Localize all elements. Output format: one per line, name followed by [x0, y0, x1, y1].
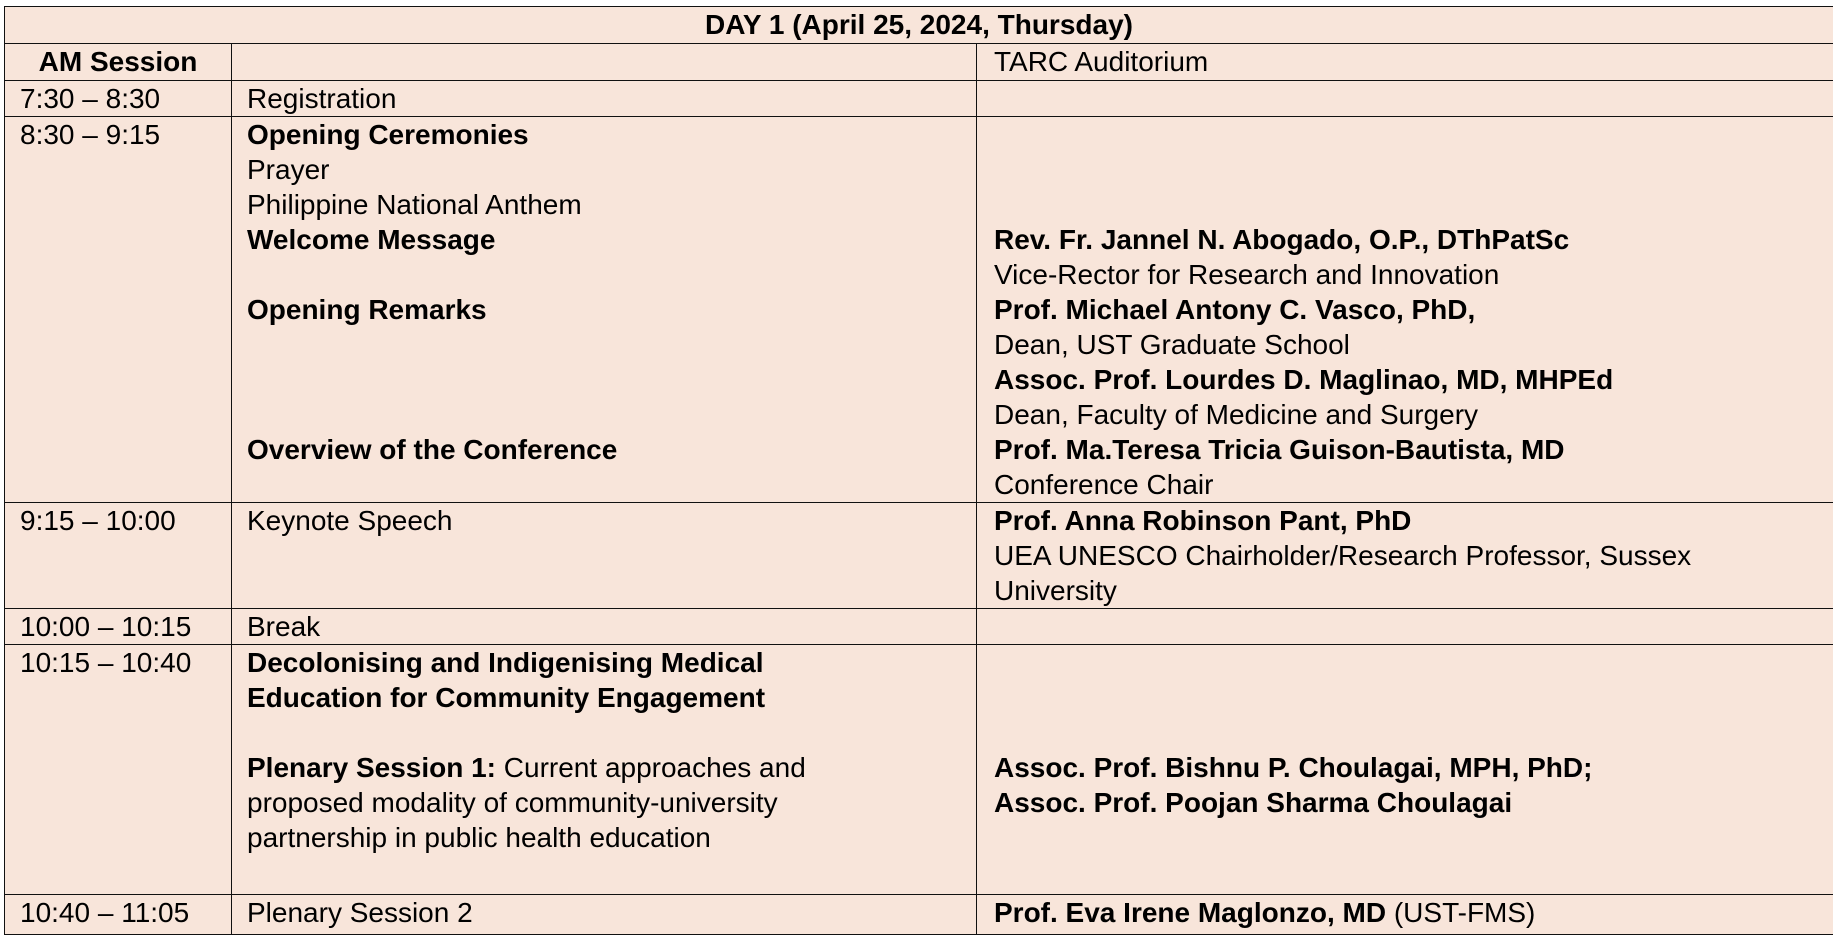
speaker-cell [977, 895, 1834, 935]
schedule-row-break [5, 609, 1834, 645]
program-item: Welcome Message [247, 224, 496, 255]
schedule-row-keynote [5, 503, 1834, 609]
speaker-cell [977, 645, 1834, 895]
schedule-row-plenary-2 [5, 895, 1834, 935]
theme-title: Decolonising and Indigenising Medical [247, 647, 764, 678]
schedule-row-opening [5, 117, 1834, 503]
activity-cell: Keynote Speech [232, 503, 977, 609]
time-cell: 7:30 – 8:30 [5, 81, 232, 117]
time-cell: 10:15 – 10:40 [5, 645, 232, 895]
empty-cell [232, 44, 977, 81]
speaker-name: Assoc. Prof. Bishnu P. Choulagai, MPH, PhD; [994, 752, 1593, 783]
time-cell: 10:40 – 11:05 [5, 895, 232, 935]
program-schedule [4, 6, 1833, 940]
speaker-cell [977, 117, 1834, 503]
time-cell: 8:30 – 9:15 [5, 117, 232, 503]
speaker-affiliation: (UST-FMS) [1386, 897, 1536, 928]
time-cell: 10:00 – 10:15 [5, 609, 232, 645]
theme-title: Education for Community Engagement [247, 682, 766, 713]
session-label: AM Session [5, 44, 232, 81]
schedule-table [4, 6, 1833, 935]
program-item: Prayer [247, 154, 330, 185]
speaker-name: Prof. Ma.Teresa Tricia Guison-Bautista, MD [994, 434, 1565, 465]
schedule-row-plenary-1 [5, 645, 1834, 895]
speaker-name: Prof. Eva Irene Maglonzo, MD [994, 897, 1387, 928]
program-item: Opening Remarks [247, 294, 487, 325]
speaker-role: Dean, Faculty of Medicine and Surgery [994, 399, 1479, 430]
speaker-line [994, 895, 1833, 930]
schedule-row-registration [5, 81, 1834, 117]
activity-cell [232, 645, 977, 895]
plenary-topic: proposed modality of community-university [247, 787, 778, 818]
activity-cell: Break [232, 609, 977, 645]
activity-cell: Plenary Session 2 [232, 895, 977, 935]
plenary-description [247, 750, 976, 785]
program-item: Philippine National Anthem [247, 189, 582, 220]
plenary-label: Plenary Session 1: [247, 752, 497, 783]
speaker-role: Vice-Rector for Research and Innovation [994, 259, 1500, 290]
speaker-role: UEA UNESCO Chairholder/Research Professor, Sussex [994, 540, 1692, 571]
day-title: DAY 1 (April 25, 2024, Thursday) [5, 7, 1834, 44]
speaker-role: University [994, 575, 1117, 606]
speaker-role: Conference Chair [994, 469, 1214, 500]
activity-title: Opening Ceremonies [247, 119, 529, 150]
speaker-name: Prof. Michael Antony C. Vasco, PhD, [994, 294, 1476, 325]
plenary-topic: partnership in public health education [247, 822, 711, 853]
day-header-row [5, 7, 1834, 44]
plenary-topic: Current approaches and [496, 752, 806, 783]
speaker-role: Dean, UST Graduate School [994, 329, 1350, 360]
program-item: Overview of the Conference [247, 434, 618, 465]
venue-label: TARC Auditorium [977, 44, 1834, 81]
speaker-cell [977, 81, 1834, 117]
speaker-name: Prof. Anna Robinson Pant, PhD [994, 505, 1412, 536]
activity-cell [232, 117, 977, 503]
speaker-name: Assoc. Prof. Lourdes D. Maglinao, MD, MHPEd [994, 364, 1614, 395]
time-cell: 9:15 – 10:00 [5, 503, 232, 609]
session-header-row [5, 44, 1834, 81]
speaker-name: Rev. Fr. Jannel N. Abogado, O.P., DThPatSc [994, 224, 1570, 255]
speaker-cell [977, 503, 1834, 609]
speaker-cell [977, 609, 1834, 645]
speaker-name: Assoc. Prof. Poojan Sharma Choulagai [994, 787, 1513, 818]
activity-cell: Registration [232, 81, 977, 117]
